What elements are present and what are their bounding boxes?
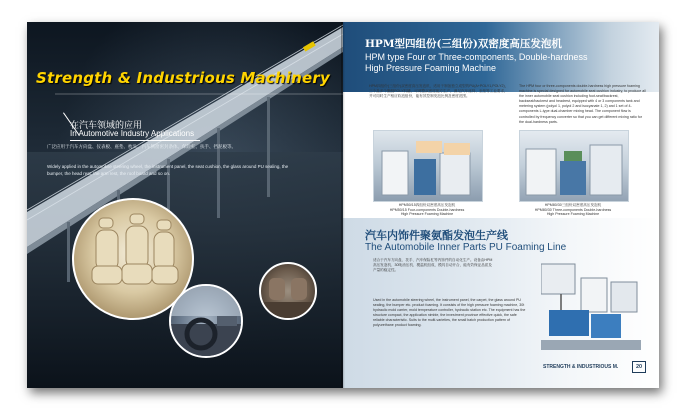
headline: Strength & Industrious Machinery [36, 69, 330, 87]
section-underline [70, 140, 200, 141]
caption-2-cn: HPM80/30三组份双密度高压发泡机 [544, 203, 602, 207]
section2-title-en: The Automobile Inner Parts PU Foaming Line [365, 242, 567, 253]
footer-brand-label: STRENGTH & INDUSTRIOUS M. [543, 364, 619, 370]
machine-photo-2 [519, 130, 629, 202]
section-title-cn: 在汽车领域的应用 [70, 120, 143, 130]
body-text-en: Widely applied in the automobile steering wheel, the instrument panel, the seat cushion, the glass around PU sealing, the bumper, the head rest, the arm rest, the roof board and so on. [47, 164, 289, 176]
section2-title-cn: 汽车内饰件聚氨酯发泡生产线 [365, 229, 508, 242]
dashboard-photo [169, 284, 243, 358]
caption-2-en-line1: HPM80/30 Three-components Double-hardness [534, 207, 612, 212]
caption-2-en-line2: High Pressure Foaming Machine [546, 212, 600, 217]
section2-description-en: Used in the automobile steering wheel, the instrument panel, the carpet, the glass around PU sealing, the bumper etc. product foaming. It consists of the high pressure foaming machine, 30t hydraulic mold carrier, mold temperature controller, hydraulic station etc. The equipment has the structure compact, the application nimble, the investment province effective quick, the safe reliable characteristic. Suits to the multi-varieties, the small batch production pattern of polyurethane product foaming. [373, 298, 526, 328]
product-title-cn: HPM型四组份(三组份)双密度高压发泡机 [365, 38, 562, 50]
body-text-cn: 广泛应用于汽车方向盘、仪表板、座垫、枕头、汽车侧窗密封条体、保险杠、扶手、挡泥板等。 [47, 144, 236, 149]
caption-machine-2 [519, 203, 627, 217]
right-page [343, 22, 659, 388]
section-title-en: In Automotive Industry Applications [70, 129, 195, 138]
product-description-cn: HPM四组份(三组份)双密度高压发泡机，适用于制备独立成型的PU(A+POLY1,POLY2)，三个及多个聚醚POLY料罐，可调整双密度配方生产，满足汽车座椅、坐垫等工业要求，并可同时生产相应软泡组份，能有效控制发泡比例及密度范围。 [369, 84, 509, 99]
product-description-en: The HPM four or three-components double-hardness high pressure foaming machine is special designed for automobile seat cushion industry, to produce all the inner automobile seat cushion including foot-seat/backrest, backseat/backrest and headrest, equipped with 4 or 3 components tank and metering system (polyol 1, polyol 2 and isocyanate 1, 2) and 1 set of 4-components L-type dual-chamber mixing head. The component flow is controlled by frequency converter so that you can get different mixing ratio for the dual-hardness parts. [519, 84, 646, 124]
left-page [27, 22, 343, 388]
caption-1-en-line1: HPM50/15 Four-components Double-hardness [389, 207, 465, 212]
product-title-en-line1: HPM type Four or Three-components, Double-hardness [365, 52, 588, 62]
spine-gutter [341, 22, 345, 388]
car-interior-photo [259, 262, 317, 320]
page-number: 20 [632, 361, 646, 373]
brochure-spread [27, 22, 659, 388]
foaming-line-photo [541, 258, 641, 358]
caption-1-cn: HPM50/15四组份双密度高压发泡机 [398, 203, 456, 207]
section2-description-cn: 适合于汽车方向盘、扶手、汽车保险杠等内饰件的自动化生产。设备由HPM高压发泡机、30吨油压机、模温机组成，模具自动开合，能有效保证品质及产量的稳定性。 [373, 258, 493, 273]
caption-machine-1 [373, 203, 481, 217]
caption-1-en-line2: High Pressure Foaming Machine [400, 212, 454, 217]
machine-photo-1 [373, 130, 483, 202]
product-title-en-line2: High Pressure Foaming Machine [365, 63, 497, 73]
